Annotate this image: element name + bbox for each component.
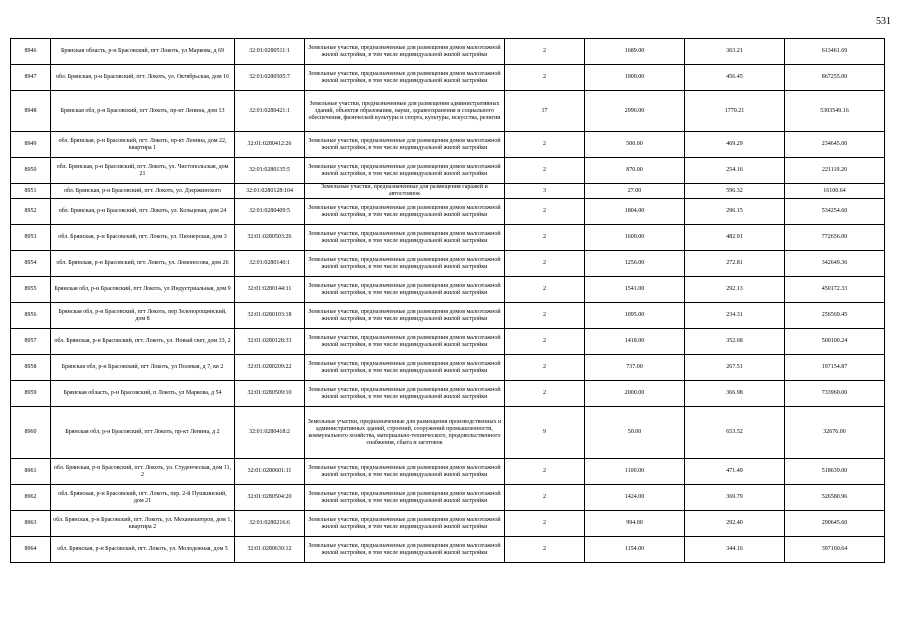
area-cell: 500.00 [585, 132, 685, 158]
address-cell: обл. Брянская, р-н Брасовский, пгт. Локоть, пер. 2-й Пушкинский, дом 21 [51, 485, 235, 511]
cadastral-number-cell: 32:01:0280504:20 [235, 485, 305, 511]
area-cell: 737.00 [585, 355, 685, 381]
category-cell: 2 [505, 355, 585, 381]
cadastral-number-cell: 32:01:0280209:22 [235, 355, 305, 381]
table-row [11, 65, 885, 91]
category-cell: 3 [505, 184, 585, 199]
row-number: 8950 [11, 158, 51, 184]
area-cell: 1256.00 [585, 251, 685, 277]
cadastral-value-cell: 290645.60 [785, 511, 885, 537]
category-cell: 2 [505, 459, 585, 485]
row-number: 8948 [11, 91, 51, 132]
table-row [11, 158, 885, 184]
category-cell: 2 [505, 225, 585, 251]
row-number: 8961 [11, 459, 51, 485]
land-use-cell: Земельные участки, предназначенные для размещения домов малоэтажной жилой застройки, в том числе индивидуальной жилой застройки [305, 459, 505, 485]
price-cell: 352.68 [685, 329, 785, 355]
address-cell: обл. Брянская, р-н Брасовский, пгт. Локоть, ул. Кольцевая, дом 24 [51, 199, 235, 225]
table-row [11, 355, 885, 381]
table-row [11, 459, 885, 485]
land-registry-table [10, 38, 885, 563]
cadastral-number-cell: 32:01:0280509:10 [235, 381, 305, 407]
land-use-cell: Земельные участки, предназначенные для размещения производственных и административных зданий, строений, сооружений промышленности, коммунального хозяйства, материально-технического, продовольственного снабжения, сбыта и заготовок [305, 407, 505, 459]
land-use-cell: Земельные участки, предназначенные для размещения домов малоэтажной жилой застройки, в том числе индивидуальной жилой застройки [305, 537, 505, 563]
table-row [11, 132, 885, 158]
price-cell: 254.16 [685, 158, 785, 184]
category-cell: 2 [505, 65, 585, 91]
area-cell: 2000.00 [585, 381, 685, 407]
area-cell: 870.00 [585, 158, 685, 184]
area-cell: 27.00 [585, 184, 685, 199]
cadastral-value-cell: 772656.00 [785, 225, 885, 251]
cadastral-number-cell: 32:01:0280128:104 [235, 184, 305, 199]
address-cell: обл. Брянская, р-н Брасовский, пгт. Локоть, ул. Октябрьская, дом 16 [51, 65, 235, 91]
category-cell: 2 [505, 132, 585, 158]
land-use-cell: Земельные участки, предназначенные для размещения домов малоэтажной жилой застройки, в том числе индивидуальной жилой застройки [305, 303, 505, 329]
land-use-cell: Земельные участки, предназначенные для размещения домов малоэтажной жилой застройки, в том числе индивидуальной жилой застройки [305, 485, 505, 511]
page-number: 531 [876, 16, 891, 27]
land-use-cell: Земельные участки, предназначенные для размещения домов малоэтажной жилой застройки, в том числе индивидуальной жилой застройки [305, 329, 505, 355]
area-cell: 1900.00 [585, 65, 685, 91]
category-cell: 2 [505, 329, 585, 355]
category-cell: 2 [505, 251, 585, 277]
land-use-cell: Земельные участки, предназначенные для размещения домов малоэтажной жилой застройки, в том числе индивидуальной жилой застройки [305, 251, 505, 277]
category-cell: 2 [505, 39, 585, 65]
address-cell: обл. Брянская, р-н Брасовский, пгт. Локоть, ул. Ломоносова, дом 26 [51, 251, 235, 277]
area-cell: 1689.00 [585, 39, 685, 65]
address-cell: обл. Брянская, р-н Брасовский, пгт. Локоть, ул. Пионерская, дом 3 [51, 225, 235, 251]
cadastral-number-cell: 32:01:0280511:1 [235, 39, 305, 65]
row-number: 8956 [11, 303, 51, 329]
row-number: 8949 [11, 132, 51, 158]
land-use-cell: Земельные участки, предназначенные для размещения домов малоэтажной жилой застройки, в том числе индивидуальной жилой застройки [305, 158, 505, 184]
row-number: 8964 [11, 537, 51, 563]
cadastral-number-cell: 32:01:0280412:26 [235, 132, 305, 158]
category-cell: 2 [505, 537, 585, 563]
cadastral-number-cell: 32:01:0280630:12 [235, 537, 305, 563]
address-cell: Брянская обл, р-н Брасовский, пгт Локоть, пр-кт Ленина, д 2 [51, 407, 235, 459]
price-cell: 653.52 [685, 407, 785, 459]
cadastral-number-cell: 32:01:0280505:7 [235, 65, 305, 91]
cadastral-number-cell: 32:01:0280418:2 [235, 407, 305, 459]
area-cell: 1154.00 [585, 537, 685, 563]
area-cell: 50.00 [585, 407, 685, 459]
price-cell: 363.21 [685, 39, 785, 65]
row-number: 8946 [11, 39, 51, 65]
cadastral-number-cell: 32:01:0280601:11 [235, 459, 305, 485]
table-row [11, 39, 885, 65]
table-row [11, 225, 885, 251]
price-cell: 482.91 [685, 225, 785, 251]
cadastral-value-cell: 256569.45 [785, 303, 885, 329]
land-use-cell: Земельные участки, предназначенные для размещения домов малоэтажной жилой застройки, в том числе индивидуальной жилой застройки [305, 381, 505, 407]
cadastral-number-cell: 32:01:0280135:5 [235, 158, 305, 184]
cadastral-number-cell: 32:01:0280140:1 [235, 251, 305, 277]
area-cell: 994.00 [585, 511, 685, 537]
address-cell: обл. Брянская, р-н Брасовский, пгт. Локоть, ул. Студенческая, дом 11, 2 [51, 459, 235, 485]
table-row [11, 199, 885, 225]
cadastral-value-cell: 221119.20 [785, 158, 885, 184]
cadastral-number-cell: 32:01:0280103:18 [235, 303, 305, 329]
price-cell: 344.16 [685, 537, 785, 563]
price-cell: 471.49 [685, 459, 785, 485]
table-row [11, 537, 885, 563]
land-use-cell: Земельные участки, предназначенные для размещения домов малоэтажной жилой застройки, в том числе индивидуальной жилой застройки [305, 277, 505, 303]
price-cell: 234.31 [685, 303, 785, 329]
cadastral-value-cell: 16100.64 [785, 184, 885, 199]
category-cell: 2 [505, 158, 585, 184]
cadastral-value-cell: 342649.36 [785, 251, 885, 277]
address-cell: Брянская обл, р-н Брасовский, пгт Локоть, ул Индустриальная, дом 9 [51, 277, 235, 303]
category-cell: 2 [505, 199, 585, 225]
land-use-cell: Земельные участки, предназначенные для размещения домов малоэтажной жилой застройки, в том числе индивидуальной жилой застройки [305, 132, 505, 158]
row-number: 8958 [11, 355, 51, 381]
address-cell: Брянская область, р-н Брасовский, п Локоть, ул Маркова, д 54 [51, 381, 235, 407]
cadastral-value-cell: 5303549.16 [785, 91, 885, 132]
land-use-cell: Земельные участки, предназначенные для размещения домов малоэтажной жилой застройки, в том числе индивидуальной жилой застройки [305, 199, 505, 225]
table-row [11, 329, 885, 355]
table-row [11, 303, 885, 329]
cadastral-value-cell: 518639.00 [785, 459, 885, 485]
cadastral-number-cell: 32:01:0280216:6 [235, 511, 305, 537]
price-cell: 456.45 [685, 65, 785, 91]
address-cell: обл. Брянская, р-н Брасовский, пгт. Локоть, ул. Дзержинского [51, 184, 235, 199]
category-cell: 2 [505, 277, 585, 303]
cadastral-number-cell: 32:01:0280503:26 [235, 225, 305, 251]
table-row [11, 184, 885, 199]
land-use-cell: Земельные участки, предназначенные для размещения гаражей и автостоянок [305, 184, 505, 199]
area-cell: 1804.00 [585, 199, 685, 225]
cadastral-value-cell: 613461.69 [785, 39, 885, 65]
row-number: 8962 [11, 485, 51, 511]
row-number: 8951 [11, 184, 51, 199]
cadastral-value-cell: 733960.00 [785, 381, 885, 407]
category-cell: 2 [505, 303, 585, 329]
cadastral-value-cell: 526580.96 [785, 485, 885, 511]
address-cell: Брянская обл, р-н Брасовский, пгт Локоть, ул Полевая, д 7, кв 2 [51, 355, 235, 381]
price-cell: 369.79 [685, 485, 785, 511]
address-cell: обл. Брянская, р-н Брасовский, пгт. Локоть, ул. Чистопольская, дом 21 [51, 158, 235, 184]
cadastral-number-cell: 32:01:0280421:1 [235, 91, 305, 132]
cadastral-value-cell: 500100.24 [785, 329, 885, 355]
price-cell: 292.40 [685, 511, 785, 537]
row-number: 8954 [11, 251, 51, 277]
row-number: 8963 [11, 511, 51, 537]
price-cell: 469.29 [685, 132, 785, 158]
cadastral-value-cell: 234645.00 [785, 132, 885, 158]
address-cell: Брянская область, р-н Брасовский, пгт Локоть, ул Маркова, д 69 [51, 39, 235, 65]
cadastral-value-cell: 867255.00 [785, 65, 885, 91]
price-cell: 296.15 [685, 199, 785, 225]
address-cell: обл. Брянская, р-н Брасовский, пгт. Локоть, пр-кт Ленина, дом 22, квартира 1 [51, 132, 235, 158]
price-cell: 596.32 [685, 184, 785, 199]
category-cell: 2 [505, 381, 585, 407]
land-use-cell: Земельные участки, предназначенные для размещения домов малоэтажной жилой застройки, в том числе индивидуальной жилой застройки [305, 355, 505, 381]
area-cell: 2996.00 [585, 91, 685, 132]
cadastral-number-cell: 32:01:0280144:11 [235, 277, 305, 303]
row-number: 8960 [11, 407, 51, 459]
cadastral-value-cell: 32676.00 [785, 407, 885, 459]
price-cell: 272.81 [685, 251, 785, 277]
row-number: 8957 [11, 329, 51, 355]
area-cell: 1095.00 [585, 303, 685, 329]
row-number: 8955 [11, 277, 51, 303]
cadastral-number-cell: 32:01:0280128:33 [235, 329, 305, 355]
address-cell: Брянская обл, р-н Брасовский, пгт Локоть, пр-кт Ленина, дом 13 [51, 91, 235, 132]
table-row [11, 277, 885, 303]
land-use-cell: Земельные участки, предназначенные для размещения домов малоэтажной жилой застройки, в том числе индивидуальной жилой застройки [305, 511, 505, 537]
row-number: 8947 [11, 65, 51, 91]
cadastral-value-cell: 450172.33 [785, 277, 885, 303]
table-row [11, 407, 885, 459]
price-cell: 1770.21 [685, 91, 785, 132]
row-number: 8953 [11, 225, 51, 251]
price-cell: 267.51 [685, 355, 785, 381]
land-use-cell: Земельные участки, предназначенные для размещения домов малоэтажной жилой застройки, в том числе индивидуальной жилой застройки [305, 225, 505, 251]
table-row [11, 485, 885, 511]
row-number: 8952 [11, 199, 51, 225]
address-cell: обл. Брянская, р-н Брасовский, пгт. Локоть, ул. Новый свет, дом 33, 2 [51, 329, 235, 355]
area-cell: 1100.00 [585, 459, 685, 485]
area-cell: 1541.00 [585, 277, 685, 303]
table-row [11, 251, 885, 277]
area-cell: 1600.00 [585, 225, 685, 251]
land-use-cell: Земельные участки, предназначенные для размещения домов малоэтажной жилой застройки, в том числе индивидуальной жилой застройки [305, 39, 505, 65]
category-cell: 2 [505, 511, 585, 537]
price-cell: 366.98 [685, 381, 785, 407]
cadastral-value-cell: 397160.64 [785, 537, 885, 563]
land-use-cell: Земельные участки, предназначенные для размещения административных зданий, объектов образования, науки, здравоохранения и социального обеспечения, физической культуры и спорта, культуры, искусства, религии [305, 91, 505, 132]
address-cell: Брянская обл, р-н Брасовский, пгт Локоть, пер Зеленорощинский, дом 8 [51, 303, 235, 329]
land-use-cell: Земельные участки, предназначенные для размещения домов малоэтажной жилой застройки, в том числе индивидуальной жилой застройки [305, 65, 505, 91]
category-cell: 2 [505, 485, 585, 511]
table-row [11, 381, 885, 407]
table-row [11, 511, 885, 537]
address-cell: обл. Брянская, р-н Брасовский, пгт. Локоть, ул. Механизаторов, дом 1, квартира 2 [51, 511, 235, 537]
cadastral-value-cell: 534254.60 [785, 199, 885, 225]
category-cell: 9 [505, 407, 585, 459]
row-number: 8959 [11, 381, 51, 407]
category-cell: 17 [505, 91, 585, 132]
table-row [11, 91, 885, 132]
cadastral-value-cell: 197154.87 [785, 355, 885, 381]
price-cell: 292.13 [685, 277, 785, 303]
area-cell: 1424.00 [585, 485, 685, 511]
address-cell: обл. Брянская, р-н Брасовский, пгт. Локоть, ул. Молодежная, дом 5 [51, 537, 235, 563]
cadastral-number-cell: 32:01:0280409:5 [235, 199, 305, 225]
area-cell: 1418.00 [585, 329, 685, 355]
